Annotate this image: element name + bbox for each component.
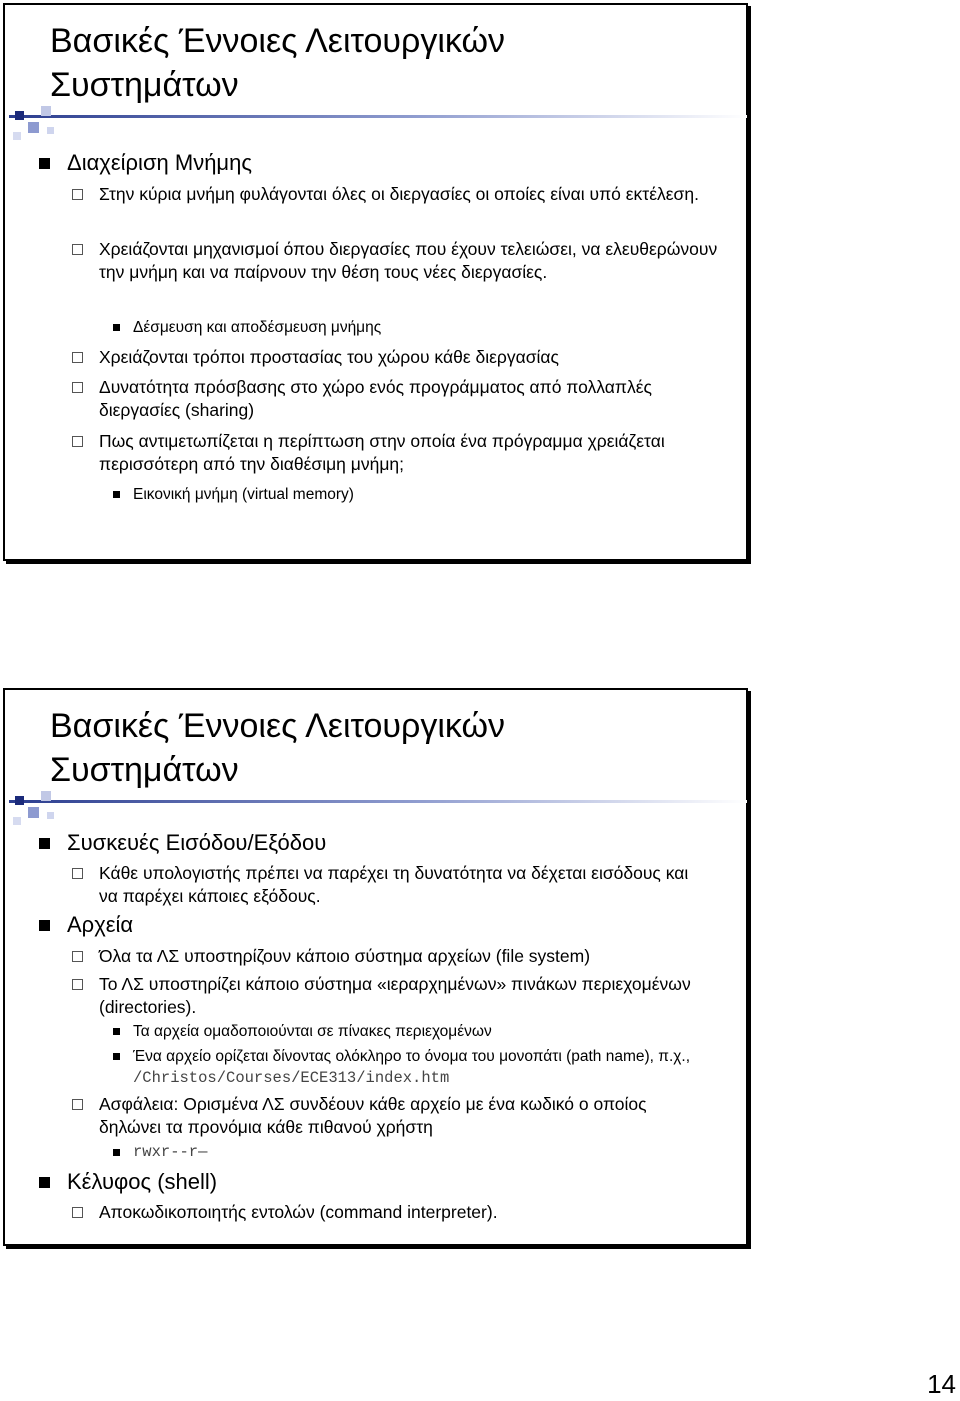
list-item: Ένα αρχείο ορίζεται δίνοντας ολόκληρο το όνομα του μονοπάτι (path name), π.χ., /Christos/Courses/ECE313/index.htm — [133, 1046, 713, 1089]
list-item: Κάθε υπολογιστής πρέπει να παρέχει τη δυνατότητα να δέχεται εισόδους και να παρέχει κάποιες εξόδους. — [99, 862, 699, 908]
hollow-square-bullet-icon — [72, 382, 83, 393]
list-item: Αποκωδικοποιητής εντολών (command interpreter). — [99, 1201, 731, 1224]
hollow-square-bullet-icon — [72, 868, 83, 879]
filled-square-bullet-icon — [39, 158, 50, 169]
list-item: Χρειάζονται τρόποι προστασίας του χώρου κάθε διεργασίας — [99, 346, 731, 369]
small-square-bullet-icon — [113, 1149, 120, 1156]
small-square-bullet-icon — [113, 1028, 120, 1035]
list-item — [133, 1142, 723, 1163]
slide-title: Βασικές Έννοιες Λειτουργικών Συστημάτων — [50, 707, 505, 789]
list-item: Χρειάζονται μηχανισμοί όπου διεργασίες που έχουν τελειώσει, να ελευθερώνουν την μνήμη και να παίρνουν την θέση τους νέες διεργασίες. — [99, 238, 731, 284]
hollow-square-bullet-icon — [72, 189, 83, 200]
small-square-bullet-icon — [113, 324, 120, 331]
hollow-square-bullet-icon — [72, 951, 83, 962]
list-item: Δέσμευση και αποδέσμευση μνήμης — [133, 317, 723, 338]
slide-2 — [3, 688, 748, 1246]
page-number: 14 — [927, 1369, 956, 1399]
list-item: Κέλυφος (shell) — [67, 1169, 717, 1195]
list-item: Τα αρχεία ομαδοποιούνται σε πίνακες περιεχομένων — [133, 1021, 723, 1042]
filled-square-bullet-icon — [39, 838, 50, 849]
list-item: Συσκευές Εισόδου/Εξόδου — [67, 830, 717, 856]
small-square-bullet-icon — [113, 491, 120, 498]
slide-title: Βασικές Έννοιες Λειτουργικών Συστημάτων — [50, 22, 505, 104]
list-item: Όλα τα ΛΣ υποστηρίζουν κάποιο σύστημα αρχείων (file system) — [99, 945, 731, 968]
hollow-square-bullet-icon — [72, 436, 83, 447]
filled-square-bullet-icon — [39, 1177, 50, 1188]
list-item: Εικονική μνήμη (virtual memory) — [133, 484, 723, 505]
list-item: Αρχεία — [67, 912, 717, 938]
list-item: Πως αντιμετωπίζεται η περίπτωση στην οποία ένα πρόγραμμα χρειάζεται περισσότερη από την διαθέσιμη μνήμη; — [99, 430, 719, 476]
hollow-square-bullet-icon — [72, 979, 83, 990]
permissions-example: rwxr--r— — [133, 1143, 208, 1161]
hollow-square-bullet-icon — [72, 1207, 83, 1218]
list-item: Διαχείριση Μνήμης — [67, 150, 717, 176]
hollow-square-bullet-icon — [72, 352, 83, 363]
hollow-square-bullet-icon — [72, 1099, 83, 1110]
slide-1 — [3, 3, 748, 561]
filled-square-bullet-icon — [39, 920, 50, 931]
list-item: Ασφάλεια: Ορισμένα ΛΣ συνδέουν κάθε αρχείο με ένα κωδικό ο οποίος δηλώνει τα προνόμια κάθε πιθανού χρήστη — [99, 1093, 709, 1139]
list-item: Το ΛΣ υποστηρίζει κάποιο σύστημα «ιεραρχημένων» πινάκων περιεχομένων (directories). — [99, 973, 699, 1019]
path-example: /Christos/Courses/ECE313/index.htm — [133, 1069, 450, 1087]
hollow-square-bullet-icon — [72, 244, 83, 255]
small-square-bullet-icon — [113, 1053, 120, 1060]
list-item: Στην κύρια μνήμη φυλάγονται όλες οι διεργασίες οι οποίες είναι υπό εκτέλεση. — [99, 183, 731, 206]
list-item: Δυνατότητα πρόσβασης στο χώρο ενός προγράμματος από πολλαπλές διεργασίες (sharing) — [99, 376, 699, 422]
